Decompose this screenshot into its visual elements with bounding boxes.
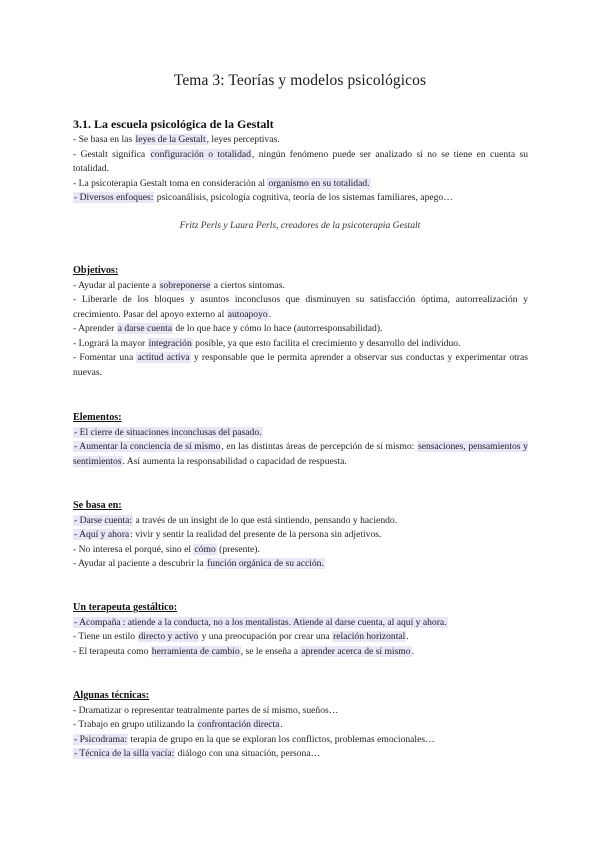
section-label-se-basa: Se basa en:	[73, 500, 122, 511]
text-segment: y una preocupación por crear una	[199, 631, 333, 642]
highlighted-text: relación horizontal	[333, 631, 406, 642]
text-segment: - Ayudar al paciente a descubrir la	[73, 558, 207, 569]
section-terapeuta	[73, 601, 528, 659]
section-objetivos	[73, 264, 528, 380]
highlighted-text: confrontación directa	[197, 719, 280, 730]
highlighted-text: - Diversos enfoques:	[74, 192, 154, 203]
list-item	[73, 645, 528, 660]
list-item	[73, 747, 528, 762]
highlighted-text: herramienta de cambio	[151, 645, 240, 657]
text-segment: .	[280, 719, 283, 730]
list-item	[73, 616, 528, 631]
tecnicas-list	[73, 704, 528, 762]
elementos-list	[73, 426, 528, 470]
section-tecnicas	[73, 689, 528, 762]
text-segment: (presente).	[216, 543, 260, 555]
text-segment: - Dramatizar o representar teatralmente partes de sí mismo, sueños…	[73, 704, 339, 716]
text-segment: - Logrará la mayor	[73, 337, 148, 349]
list-item	[73, 528, 528, 543]
highlighted-text: directo y activo	[138, 631, 199, 642]
section-heading-gestalt: 3.1. La escuela psicológica de la Gestalt	[73, 117, 274, 131]
list-item	[73, 279, 528, 294]
highlighted-text: - Aquí y ahora	[74, 529, 130, 540]
highlighted-text: cómo	[194, 543, 216, 555]
list-item	[73, 322, 528, 337]
highlighted-text: - Técnica de la silla vacía:	[74, 748, 175, 759]
list-item	[73, 630, 528, 645]
list-item	[73, 543, 528, 558]
list-item	[73, 337, 528, 352]
list-item	[73, 148, 528, 177]
section-label-terapeuta: Un terapeuta gestáltico:	[73, 602, 178, 613]
text-segment: y responsable que le permita aprender a observar sus conductas y experimentar otras nuevas.	[73, 352, 528, 378]
text-segment: .	[268, 308, 272, 320]
text-segment: , leyes perceptivas.	[206, 134, 280, 145]
text-segment: . Así aumenta la responsabilidad o capacidad de respuesta.	[122, 455, 347, 467]
text-segment: - Se basa en las	[73, 134, 135, 145]
highlighted-text: - El cierre de situaciones inconclusas del pasado.	[74, 426, 262, 438]
list-item	[73, 351, 528, 380]
text-segment: - Ayudar al paciente a	[73, 279, 159, 291]
list-item	[73, 704, 528, 719]
highlighted-text: configuración o totalidad	[150, 148, 251, 160]
highlighted-text: sobreponerse	[159, 279, 211, 291]
page-title: Tema 3: Teorías y modelos psicológicos	[173, 72, 427, 89]
highlighted-text: - Darse cuenta:	[74, 514, 133, 526]
highlighted-text: integración	[148, 337, 192, 349]
text-segment: a través de un insight de lo que está sintiendo, pensando y haciendo.	[133, 514, 398, 526]
text-segment: - Trabajo en grupo utilizando la	[73, 719, 197, 730]
highlighted-text: leyes de la Gestalt	[135, 134, 206, 145]
highlighted-text: : atiende a la conducta, no a los mentalistas. Atiende al darse cuenta, al aquí y ahora.	[122, 616, 447, 628]
photo-caption: Fritz Perls y Laura Perls, creadores de la psicoterapia Gestalt	[179, 220, 421, 231]
highlighted-text: autoapoyo	[227, 308, 268, 320]
terapeuta-list	[73, 616, 528, 660]
section-elementos	[73, 411, 528, 469]
list-item	[73, 440, 528, 469]
se-basa-list	[73, 514, 528, 572]
list-item	[73, 133, 528, 148]
text-segment: a ciertos síntomas.	[211, 279, 285, 291]
highlighted-text: sensaciones, pensamientos y sentimientos	[73, 441, 528, 467]
list-item	[73, 293, 528, 322]
text-segment: - No interesa el porqué, sino el	[73, 543, 194, 555]
list-item	[73, 514, 528, 529]
gestalt-list	[73, 133, 528, 206]
section-label-elementos: Elementos:	[73, 412, 122, 423]
text-segment: de lo que hace y cómo lo hace (autorresponsabilidad).	[173, 323, 383, 334]
text-segment: - Liberarle de los bloques y asuntos inconclusos que disminuyen su satisfacción óptima, autorrealización y crecimiento. Pasar del apoyo externo al	[73, 294, 528, 320]
list-item	[73, 718, 528, 733]
text-segment: terapia de grupo en la que se exploran los conflictos, problemas emocionales…	[128, 733, 435, 745]
text-segment: .	[406, 631, 409, 642]
text-segment: psicoanálisis, psicología cognitiva, teoría de los sistemas familiares, apego…	[154, 192, 453, 203]
highlighted-text: función orgánica de su acción.	[207, 558, 324, 569]
text-segment: , se le enseña a	[240, 645, 301, 657]
list-item	[73, 426, 528, 441]
text-segment: - La psicoterapia Gestalt toma en consideración al	[73, 177, 268, 189]
text-segment: posible, ya que esto facilita el crecimiento y desarrollo del individuo.	[192, 337, 461, 349]
objetivos-list	[73, 279, 528, 381]
list-item	[73, 733, 528, 748]
highlighted-text: - Aumentar la conciencia de sí mismo	[74, 441, 221, 452]
highlighted-text: organismo en su totalidad.	[268, 177, 370, 189]
highlighted-text: aprender acerca de sí mismo	[301, 645, 411, 657]
highlighted-text: - Acompaña	[74, 616, 121, 628]
text-segment: - Gestalt significa	[73, 148, 150, 160]
gestalt-intro	[73, 133, 528, 206]
text-segment: - Fomentar una	[73, 352, 137, 363]
list-item	[73, 177, 528, 192]
text-segment: , en las distintas áreas de percepción de sí mismo:	[221, 441, 417, 452]
text-segment: diálogo con una situación, persona…	[175, 748, 321, 759]
highlighted-text: actitud activa	[137, 352, 190, 363]
section-label-tecnicas: Algunas técnicas:	[73, 690, 150, 701]
text-segment: .	[411, 645, 414, 657]
text-segment: , ningún fenómeno puede ser analizado si no se tiene en cuenta su totalidad.	[73, 148, 528, 174]
highlighted-text: a darse cuenta	[117, 323, 173, 334]
section-label-objetivos: Objetivos:	[73, 265, 119, 276]
text-segment: : vivir y sentir la realidad del presente de la persona sin adjetivos.	[130, 529, 382, 540]
section-se-basa	[73, 499, 528, 572]
highlighted-text: - Psicodrama:	[74, 733, 128, 745]
list-item	[73, 191, 528, 206]
text-segment: - El terapeuta como	[73, 645, 151, 657]
list-item	[73, 557, 528, 572]
text-segment: - Tiene un estilo	[73, 631, 138, 642]
text-segment: - Aprender	[73, 323, 117, 334]
